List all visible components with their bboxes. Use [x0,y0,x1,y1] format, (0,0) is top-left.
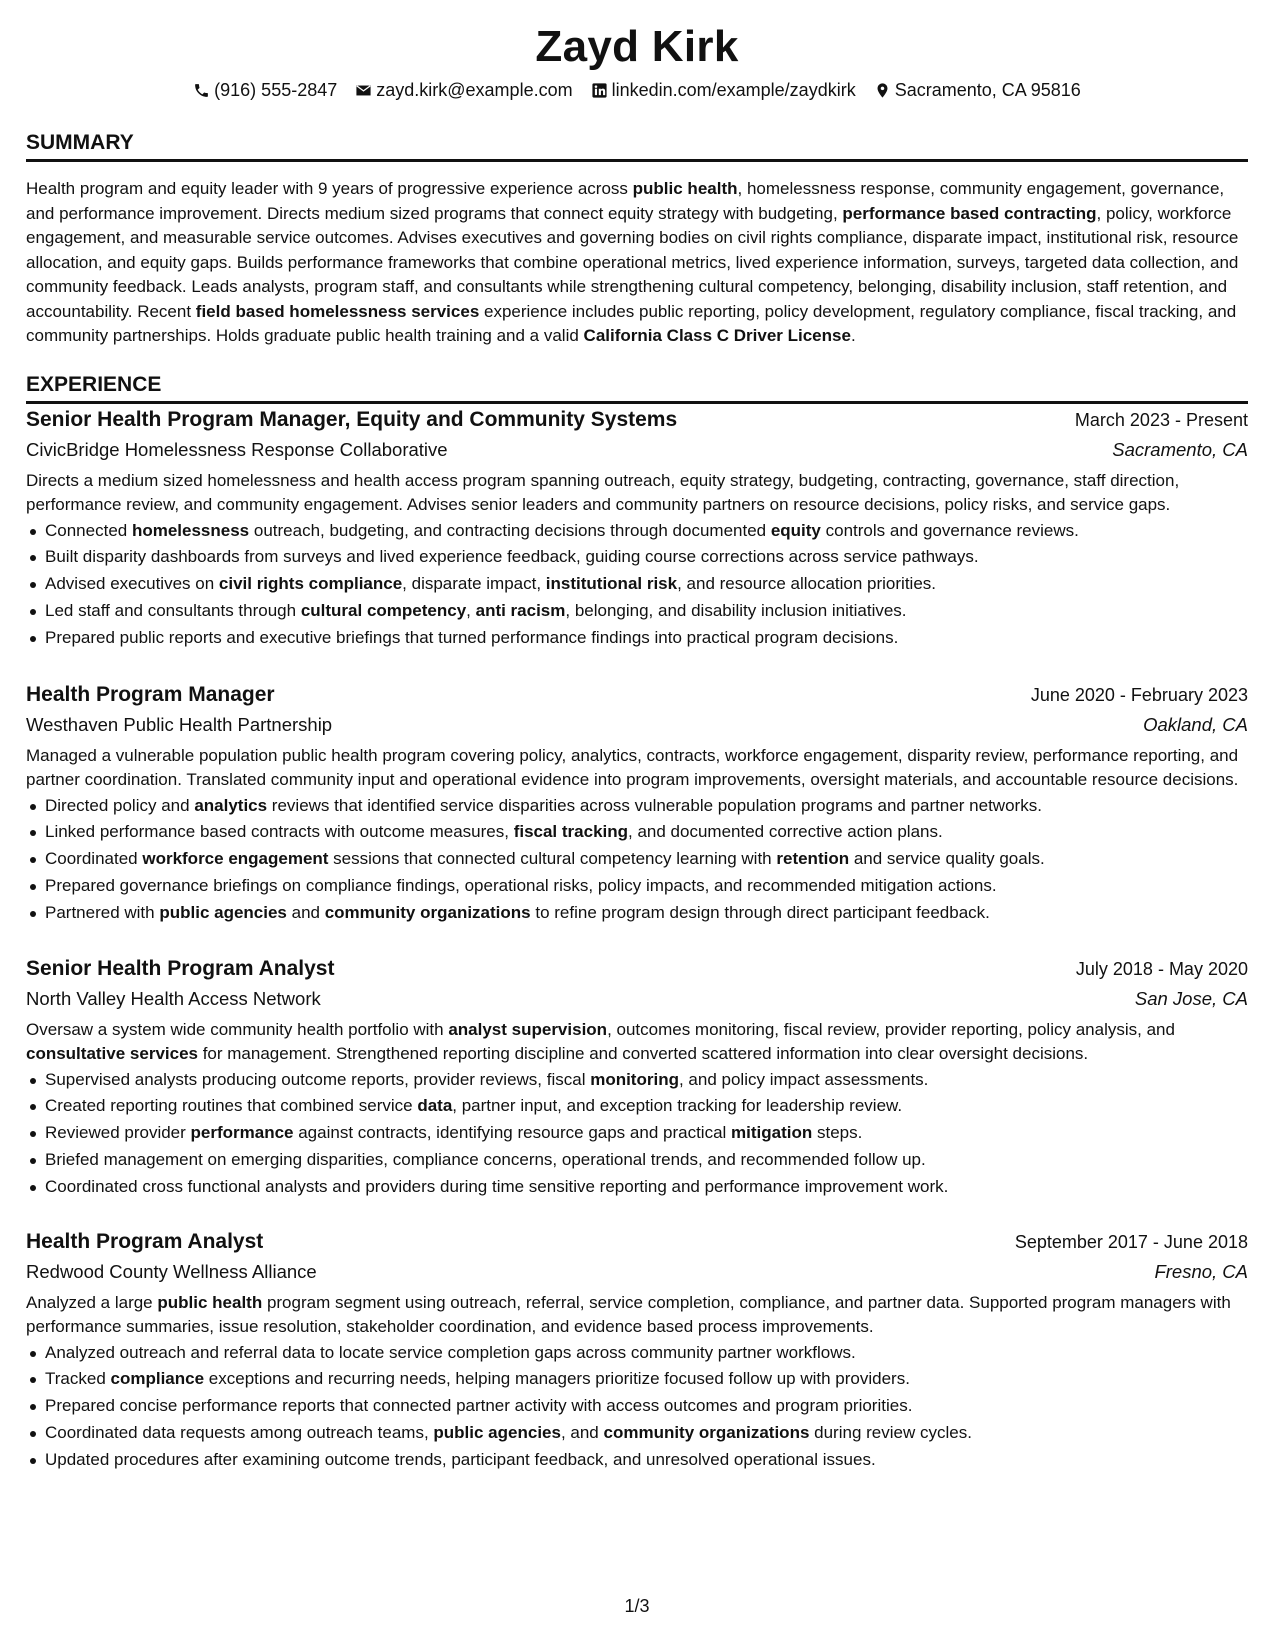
bold-keyword: public health [632,179,738,198]
job-title: Senior Health Program Analyst [26,957,335,980]
text-run: Created reporting routines that combined service [45,1096,418,1116]
text-run: , disparate impact, [402,574,546,594]
text-run: sessions that connected cultural competency learning with [328,849,777,869]
text-run: Partnered with [45,902,160,922]
bold-keyword: data [417,1096,453,1116]
bold-keyword: workforce engagement [142,849,329,869]
bold-keyword: civil rights compliance [218,574,403,594]
bullet-item [26,1174,1248,1201]
bold-keyword: retention [776,849,850,869]
job-location: Sacramento, CA [1112,439,1248,460]
job-organization: CivicBridge Homelessness Response Collaborative [26,439,448,460]
job-dates: July 2018 - May 2020 [1075,959,1248,979]
job-entry [26,408,1248,652]
text-run: , outcomes monitoring, fiscal review, provider reporting, policy analysis, and [607,1020,1175,1039]
linkedin-text[interactable]: linkedin.com/example/zaydkirk [611,80,856,100]
text-run: Coordinated cross functional analysts and providers during time sensitive reporting and performance improvement work. [45,1176,949,1196]
resume-page [26,0,1248,1650]
bold-keyword: anti racism [475,600,566,620]
bold-keyword: public health [157,1293,263,1312]
bold-keyword: equity [770,520,821,540]
text-run: Briefed management on emerging disparities, compliance concerns, operational trends, and recommended follow up. [45,1149,926,1169]
experience-heading: EXPERIENCE [26,372,1248,404]
text-run: exceptions and recurring needs, helping managers prioritize focused follow up with providers. [204,1369,910,1389]
contact-location [874,80,1081,101]
bold-keyword: community organizations [324,902,531,922]
text-run: , and policy impact assessments. [678,1069,929,1089]
text-run: Connected [45,520,132,540]
text-run: , and [560,1422,604,1442]
bold-keyword: institutional risk [545,574,678,594]
text-run: for management. Strengthened reporting discipline and converted scattered information into clear oversight decisions. [197,1044,1089,1064]
location-text: Sacramento, CA 95816 [894,80,1081,100]
bold-keyword: fiscal tracking [513,822,629,842]
job-description [26,744,1248,793]
job-title: Senior Health Program Manager, Equity and Community Systems [26,408,678,431]
job-organization: North Valley Health Access Network [26,988,321,1009]
text-run: Supervised analysts producing outcome reports, provider reviews, fiscal [45,1069,591,1089]
bullet-item [26,846,1248,873]
contact-linkedin[interactable] [591,80,856,101]
bold-keyword: consultative services [26,1044,198,1064]
text-run: Linked performance based contracts with outcome measures, [45,822,514,842]
job-entry [26,683,1248,927]
bold-keyword: public agencies [433,1422,561,1442]
job-title: Health Program Analyst [26,1230,264,1253]
job-dates: March 2023 - Present [1074,410,1248,430]
text-run: , and documented corrective action plans. [628,822,943,842]
text-run: Reviewed provider [45,1123,191,1143]
bullet-item [26,625,1248,652]
bold-keyword: community organizations [603,1422,810,1442]
job-entry [26,957,1248,1201]
bold-keyword: California Class C Driver License [583,326,851,345]
bullet-item [26,1120,1248,1147]
location-pin-icon [874,82,891,99]
text-run: Directed policy and [45,795,195,815]
bold-keyword: public agencies [159,902,287,922]
job-dates: June 2020 - February 2023 [1030,685,1248,705]
bold-keyword: performance based contracting [842,203,1097,223]
bullet-item [26,1366,1248,1393]
text-run: Analyzed a large [26,1293,158,1312]
text-run: Analyzed outreach and referral data to locate service completion gaps across community partner workflows. [45,1342,856,1362]
job-organization: Redwood County Wellness Alliance [26,1261,317,1282]
bullet-item [26,1067,1248,1094]
text-run: Advised executives on [45,574,219,594]
job-description [26,1018,1248,1067]
text-run: against contracts, identifying resource gaps and practical [293,1123,732,1143]
page-number: 1/3 [624,1596,650,1616]
text-run: Managed a vulnerable population public health program covering policy, analytics, contracts, workforce engagement, disparity review, performance reporting, and partner coordination. Translated community input and operational evidence into program improvements, oversight materials, and accountable resource decisions. [26,746,1239,790]
text-run: controls and governance reviews. [820,520,1079,540]
bold-keyword: field based homelessness services [195,301,480,321]
bullet-item [26,1393,1248,1420]
text-run: during review cycles. [809,1422,972,1442]
job-location: Oakland, CA [1143,714,1248,735]
bullet-item [26,819,1248,846]
text-run: , partner input, and exception tracking for leadership review. [452,1096,903,1116]
job-organization: Westhaven Public Health Partnership [26,714,333,735]
text-run: Coordinated [45,849,143,869]
bold-keyword: performance [190,1123,294,1143]
job-header [26,957,1248,981]
job-location: Fresno, CA [1154,1261,1248,1282]
text-run: and service quality goals. [849,849,1045,869]
text-run: reviews that identified service disparities across vulnerable population programs and partner networks. [267,795,1042,815]
job-description [26,469,1248,518]
text-run: Led staff and consultants through [45,600,301,620]
summary-heading: SUMMARY [26,130,1248,162]
contact-bar [26,80,1248,101]
job-bullets [26,793,1248,927]
bold-keyword: analytics [194,795,268,815]
job-bullets [26,1067,1248,1201]
candidate-name: Zayd Kirk [535,22,739,71]
bold-keyword: cultural competency [300,600,467,620]
job-bullets [26,1340,1248,1474]
job-entry [26,1230,1248,1474]
bold-keyword: compliance [110,1369,205,1389]
bold-keyword: homelessness [131,520,250,540]
email-text[interactable]: zayd.kirk@example.com [376,80,573,100]
text-run: Prepared concise performance reports that connected partner activity with access outcomes and program priorities. [45,1396,913,1416]
job-title: Health Program Manager [26,683,275,706]
text-run: Health program and equity leader with 9 years of progressive experience across [26,179,633,198]
text-run: . [850,326,856,345]
text-run: Coordinated data requests among outreach teams, [45,1422,434,1442]
text-run: and [286,902,325,922]
job-description [26,1291,1248,1340]
bullet-item [26,571,1248,598]
bullet-item [26,1420,1248,1447]
job-header [26,408,1248,432]
text-run: Built disparity dashboards from surveys and lived experience feedback, guiding course corrections across service pathways. [45,547,979,567]
bullet-item [26,518,1248,545]
text-run: experience includes public reporting, policy development, regulatory compliance, fiscal tracking, and community partnerships. Holds graduate public health training and a valid [26,301,1237,345]
job-header [26,1230,1248,1254]
bullet-item [26,1340,1248,1367]
job-header [26,683,1248,707]
bullet-item [26,1447,1248,1474]
bold-keyword: mitigation [731,1123,813,1143]
bullet-item [26,1093,1248,1120]
text-run: Updated procedures after examining outcome trends, participant feedback, and unresolved operational issues. [45,1449,876,1469]
email-icon [355,82,372,99]
text-run: , [466,600,476,620]
bold-keyword: monitoring [590,1069,679,1089]
bullet-item [26,793,1248,820]
linkedin-icon [591,82,608,99]
job-subheader [26,1261,1248,1283]
text-run: Prepared governance briefings on compliance findings, operational risks, policy impacts, and recommended mitigation actions. [45,875,997,895]
phone-icon [193,82,210,99]
text-run: to refine program design through direct participant feedback. [530,902,990,922]
text-run: Prepared public reports and executive briefings that turned performance findings into practical program decisions. [45,627,899,647]
contact-email[interactable] [355,80,572,101]
job-subheader [26,714,1248,736]
bullet-item [26,544,1248,571]
job-location: San Jose, CA [1134,988,1248,1009]
text-run: steps. [812,1123,863,1143]
job-bullets [26,518,1248,652]
text-run: Tracked [45,1369,111,1389]
text-run: , belonging, and disability inclusion initiatives. [565,600,907,620]
job-subheader [26,988,1248,1010]
bold-keyword: analyst supervision [448,1020,608,1039]
bullet-item [26,1147,1248,1174]
job-subheader [26,439,1248,461]
text-run: Oversaw a system wide community health portfolio with [26,1020,449,1039]
text-run: , homelessness response, community engagement, governance, and performance improvement. Directs medium sized programs that connect equity strategy with budgeting, [26,179,1225,223]
phone-text: (916) 555-2847 [214,80,338,100]
bullet-item [26,900,1248,927]
bullet-item [26,598,1248,625]
job-dates: September 2017 - June 2018 [1014,1232,1248,1252]
text-run: program segment using outreach, referral, service completion, compliance, and partner data. Supported program managers with performance summaries, issue resolution, stakeholder coordination, and evidence based process improvements. [26,1293,1231,1337]
text-run: , policy, workforce engagement, and measurable service outcomes. Advises executives and governing bodies on civil rights compliance, disparate impact, institutional risk, resource allocation, and equity gaps. Builds performance frameworks that combine operational metrics, lived experience information, surveys, targeted data collection, and community feedback. Leads analysts, program staff, and consultants while strengthening cultural competency, belonging, disability inclusion, staff retention, and accountability. Recent [26,203,1239,321]
text-run: , and resource allocation priorities. [677,574,937,594]
contact-phone [193,80,337,101]
text-run: outreach, budgeting, and contracting decisions through documented [249,520,771,540]
text-run: Directs a medium sized homelessness and health access program spanning outreach, equity strategy, budgeting, contracting, governance, staff direction, performance review, and community engagement. Advises senior leaders and community partners on resource decisions, policy risks, and service gaps. [26,471,1180,515]
summary-text [26,177,1248,349]
bullet-item [26,873,1248,900]
